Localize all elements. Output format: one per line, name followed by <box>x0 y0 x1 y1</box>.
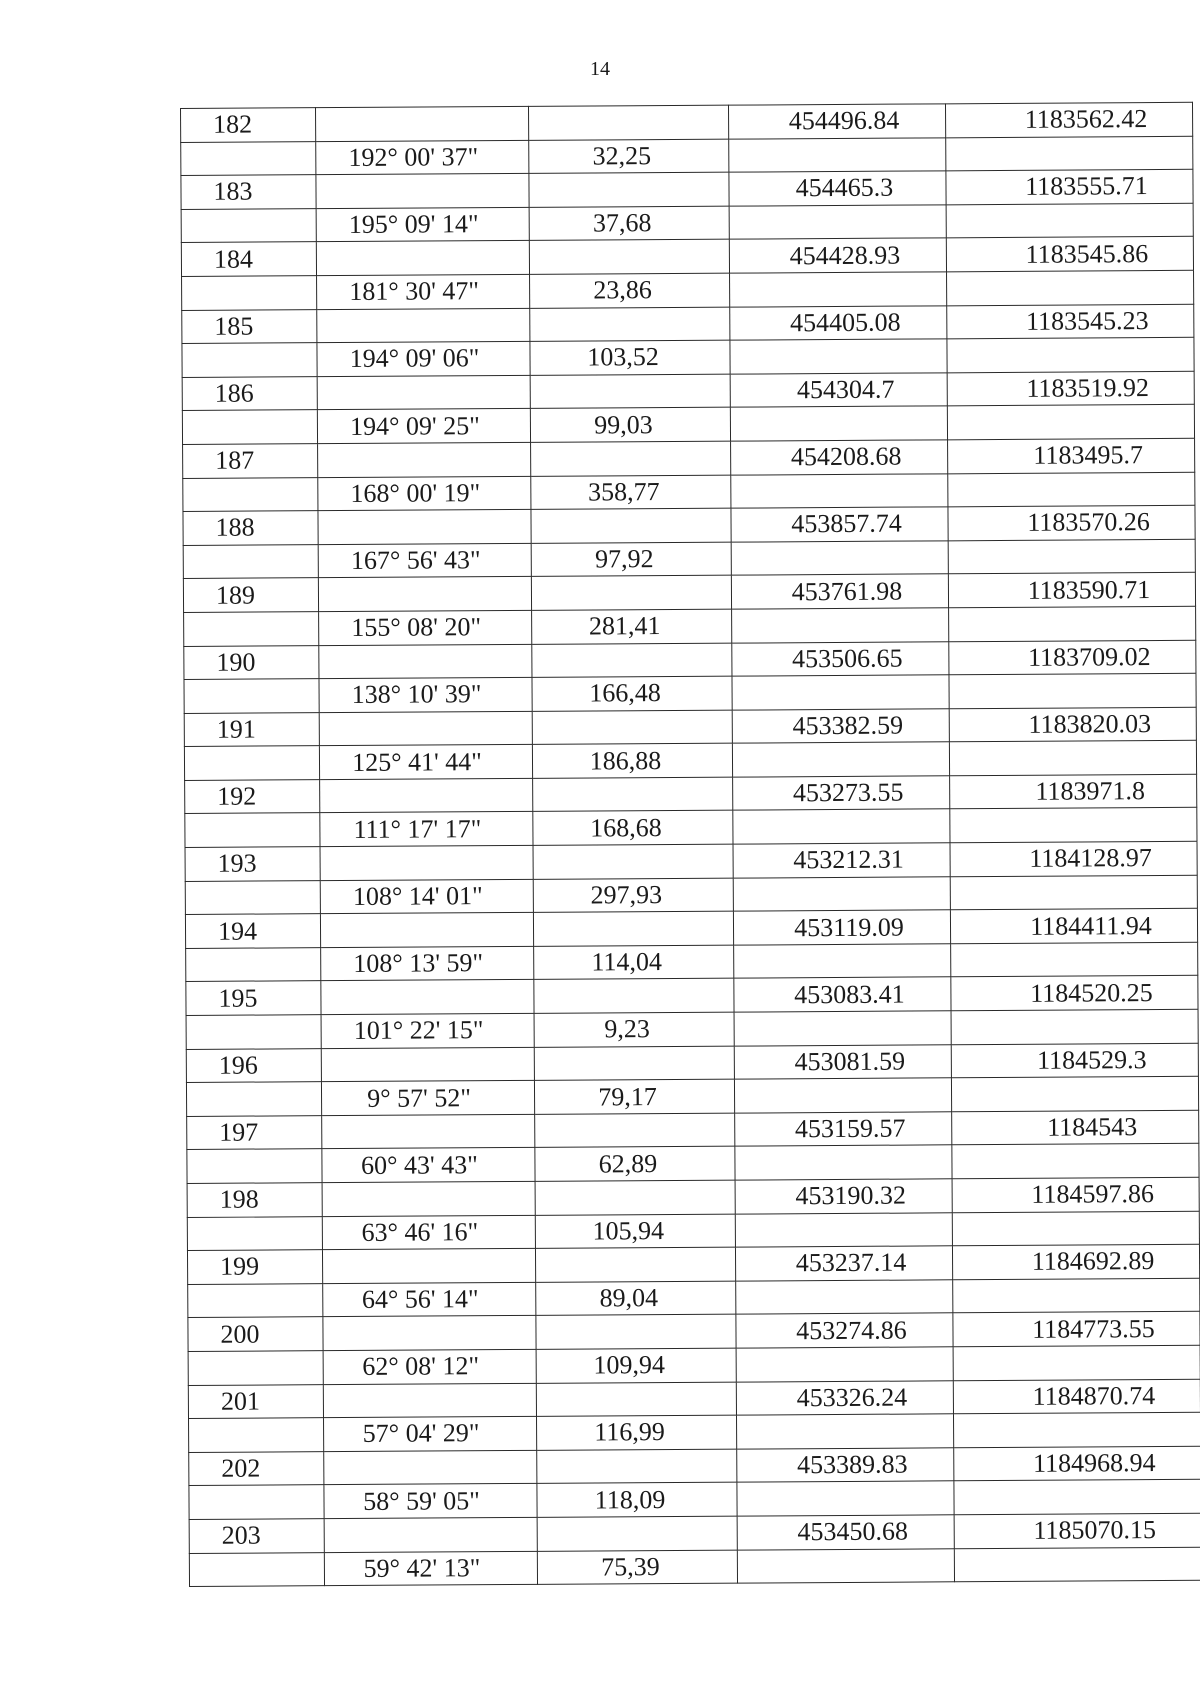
empty-cell <box>187 1216 322 1250</box>
empty-cell <box>324 1450 537 1485</box>
empty-cell <box>531 575 731 610</box>
empty-cell <box>184 746 319 780</box>
distance-cell: 118,09 <box>537 1482 737 1517</box>
point-number-cell: 203 <box>189 1519 324 1553</box>
y-coordinate-cell: 1185070.15 <box>954 1513 1200 1548</box>
y-coordinate-cell: 1183545.23 <box>947 304 1194 339</box>
y-coordinate-cell: 1184543 <box>952 1110 1199 1145</box>
bearing-angle-cell: 58° 59' 05" <box>324 1484 537 1519</box>
empty-cell <box>316 174 529 209</box>
y-coordinate-cell: 1183570.26 <box>948 505 1195 540</box>
empty-cell <box>535 1180 735 1215</box>
bearing-angle-cell: 168° 00' 19" <box>318 476 531 511</box>
bearing-angle-cell: 194° 09' 06" <box>317 342 530 377</box>
empty-cell <box>532 643 732 678</box>
empty-cell <box>947 270 1194 305</box>
empty-cell <box>536 1382 736 1417</box>
bearing-angle-cell: 62° 08' 12" <box>323 1349 536 1384</box>
empty-cell <box>536 1315 736 1350</box>
distance-cell: 97,92 <box>531 542 731 577</box>
point-number-cell: 192 <box>185 780 320 814</box>
coordinates-table-body <box>181 102 1200 1586</box>
distance-cell: 99,03 <box>530 407 730 442</box>
point-number-cell: 193 <box>185 847 320 881</box>
empty-cell <box>322 1114 535 1149</box>
y-coordinate-cell: 1183590.71 <box>948 573 1195 608</box>
empty-cell <box>529 172 729 207</box>
y-coordinate-cell: 1183545.86 <box>946 237 1193 272</box>
bearing-angle-cell: 125° 41' 44" <box>319 745 532 780</box>
empty-cell <box>324 1517 537 1552</box>
bearing-angle-cell: 108° 13' 59" <box>321 946 534 981</box>
empty-cell <box>734 944 951 979</box>
bearing-angle-cell: 192° 00' 37" <box>316 140 529 175</box>
empty-cell <box>537 1516 737 1551</box>
empty-cell <box>951 1077 1198 1112</box>
bearing-angle-cell: 167° 56' 43" <box>318 543 531 578</box>
empty-cell <box>946 203 1193 238</box>
coordinates-table <box>180 102 1200 1587</box>
point-number-cell: 197 <box>187 1115 322 1149</box>
distance-cell: 79,17 <box>534 1079 734 1114</box>
empty-cell <box>186 1015 321 1049</box>
empty-cell <box>183 544 318 578</box>
distance-cell: 75,39 <box>537 1550 737 1585</box>
page-number: 14 <box>590 58 610 80</box>
empty-cell <box>950 808 1197 843</box>
empty-cell <box>320 845 533 880</box>
x-coordinate-cell: 454304.7 <box>730 373 947 408</box>
empty-cell <box>734 1078 951 1113</box>
y-coordinate-cell: 1184692.89 <box>952 1244 1199 1279</box>
empty-cell <box>535 1113 735 1148</box>
empty-cell <box>947 337 1194 372</box>
empty-cell <box>953 1345 1200 1380</box>
empty-cell <box>732 675 949 710</box>
y-coordinate-cell: 1183709.02 <box>949 640 1196 675</box>
point-number-cell: 188 <box>183 511 318 545</box>
empty-cell <box>947 405 1194 440</box>
empty-cell <box>184 679 319 713</box>
distance-cell: 32,25 <box>529 139 729 174</box>
distance-cell: 105,94 <box>535 1214 735 1249</box>
y-coordinate-cell: 1184773.55 <box>953 1312 1200 1347</box>
y-coordinate-cell: 1184529.3 <box>951 1043 1198 1078</box>
x-coordinate-cell: 453450.68 <box>737 1515 954 1550</box>
empty-cell <box>732 608 949 643</box>
x-coordinate-cell: 453857.74 <box>731 507 948 542</box>
bearing-angle-cell: 63° 46' 16" <box>322 1215 535 1250</box>
y-coordinate-cell: 1184870.74 <box>953 1379 1200 1414</box>
bearing-angle-cell: 155° 08' 20" <box>319 610 532 645</box>
distance-cell: 114,04 <box>534 945 734 980</box>
empty-cell <box>319 644 532 679</box>
empty-cell <box>734 1011 951 1046</box>
empty-cell <box>533 844 733 879</box>
distance-cell: 358,77 <box>531 475 731 510</box>
empty-cell <box>318 577 531 612</box>
empty-cell <box>323 1383 536 1418</box>
x-coordinate-cell: 453083.41 <box>734 977 951 1012</box>
bearing-angle-cell: 111° 17' 17" <box>320 812 533 847</box>
empty-cell <box>532 710 732 745</box>
empty-cell <box>189 1552 324 1586</box>
empty-cell <box>322 1249 535 1284</box>
empty-cell <box>181 208 316 242</box>
point-number-cell: 194 <box>185 914 320 948</box>
empty-cell <box>184 612 319 646</box>
empty-cell <box>951 1009 1198 1044</box>
y-coordinate-cell: 1183971.8 <box>950 774 1197 809</box>
empty-cell <box>320 778 533 813</box>
empty-cell <box>528 105 728 140</box>
distance-cell: 297,93 <box>533 878 733 913</box>
x-coordinate-cell: 453761.98 <box>731 574 948 609</box>
empty-cell <box>952 1211 1199 1246</box>
point-number-cell: 195 <box>186 981 321 1015</box>
empty-cell <box>954 1480 1200 1515</box>
y-coordinate-cell: 1184597.86 <box>952 1177 1199 1212</box>
point-number-cell: 186 <box>182 376 317 410</box>
bearing-angle-cell: 138° 10' 39" <box>319 677 532 712</box>
empty-cell <box>949 673 1196 708</box>
empty-cell <box>183 477 318 511</box>
y-coordinate-cell: 1183555.71 <box>946 170 1193 205</box>
empty-cell <box>952 1144 1199 1179</box>
empty-cell <box>733 809 950 844</box>
bearing-angle-cell: 9° 57' 52" <box>321 1081 534 1116</box>
bearing-angle-cell: 64° 56' 14" <box>323 1282 536 1317</box>
empty-cell <box>729 205 946 240</box>
point-number-cell: 198 <box>187 1183 322 1217</box>
empty-cell <box>533 911 733 946</box>
empty-cell <box>185 880 320 914</box>
empty-cell <box>537 1449 737 1484</box>
distance-cell: 89,04 <box>536 1281 736 1316</box>
empty-cell <box>317 308 530 343</box>
empty-cell <box>953 1278 1200 1313</box>
empty-cell <box>189 1485 324 1519</box>
y-coordinate-cell: 1183562.42 <box>945 102 1192 137</box>
distance-cell: 281,41 <box>532 609 732 644</box>
distance-cell: 186,88 <box>532 743 732 778</box>
bearing-angle-cell: 60° 43' 43" <box>322 1148 535 1183</box>
distance-cell: 116,99 <box>536 1415 736 1450</box>
empty-cell <box>733 876 950 911</box>
empty-cell <box>181 141 316 175</box>
y-coordinate-cell: 1183820.03 <box>949 707 1196 742</box>
empty-cell <box>736 1347 953 1382</box>
point-number-cell: 191 <box>184 712 319 746</box>
x-coordinate-cell: 454405.08 <box>730 305 947 340</box>
x-coordinate-cell: 454465.3 <box>729 171 946 206</box>
point-number-cell: 202 <box>189 1451 324 1485</box>
x-coordinate-cell: 453326.24 <box>736 1380 953 1415</box>
empty-cell <box>321 980 534 1015</box>
empty-cell <box>530 307 730 342</box>
point-number-cell: 201 <box>188 1384 323 1418</box>
empty-cell <box>731 473 948 508</box>
distance-cell: 109,94 <box>536 1348 736 1383</box>
distance-cell: 166,48 <box>532 676 732 711</box>
point-number-cell: 184 <box>181 242 316 276</box>
point-number-cell: 196 <box>186 1048 321 1082</box>
point-number-cell: 185 <box>182 309 317 343</box>
point-number-cell: 183 <box>181 175 316 209</box>
empty-cell <box>182 343 317 377</box>
x-coordinate-cell: 453212.31 <box>733 843 950 878</box>
coordinates-table-wrapper <box>180 102 1200 1587</box>
empty-cell <box>736 1280 953 1315</box>
y-coordinate-cell: 1184968.94 <box>954 1446 1200 1481</box>
empty-cell <box>320 913 533 948</box>
empty-cell <box>949 741 1196 776</box>
empty-cell <box>534 979 734 1014</box>
empty-cell <box>186 1082 321 1116</box>
bearing-angle-cell: 108° 14' 01" <box>320 879 533 914</box>
x-coordinate-cell: 453159.57 <box>735 1112 952 1147</box>
empty-cell <box>188 1283 323 1317</box>
empty-cell <box>949 606 1196 641</box>
x-coordinate-cell: 453237.14 <box>735 1246 952 1281</box>
empty-cell <box>316 241 529 276</box>
x-coordinate-cell: 453273.55 <box>733 776 950 811</box>
x-coordinate-cell: 453506.65 <box>732 641 949 676</box>
x-coordinate-cell: 453382.59 <box>732 709 949 744</box>
x-coordinate-cell: 454428.93 <box>729 238 946 273</box>
distance-cell: 103,52 <box>530 340 730 375</box>
empty-cell <box>318 442 531 477</box>
empty-cell <box>187 1149 322 1183</box>
empty-cell <box>188 1351 323 1385</box>
bearing-angle-cell: 57° 04' 29" <box>324 1417 537 1452</box>
y-coordinate-cell: 1183495.7 <box>948 438 1195 473</box>
empty-cell <box>182 410 317 444</box>
empty-cell <box>735 1212 952 1247</box>
y-coordinate-cell: 1184128.97 <box>950 841 1197 876</box>
empty-cell <box>185 813 320 847</box>
empty-cell <box>321 1047 534 1082</box>
bearing-angle-cell: 181° 30' 47" <box>317 274 530 309</box>
empty-cell <box>737 1548 954 1583</box>
empty-cell <box>533 777 733 812</box>
empty-cell <box>730 406 947 441</box>
point-number-cell: 199 <box>187 1250 322 1284</box>
point-number-cell: 189 <box>183 578 318 612</box>
empty-cell <box>182 276 317 310</box>
empty-cell <box>535 1247 735 1282</box>
x-coordinate-cell: 453119.09 <box>733 910 950 945</box>
empty-cell <box>731 541 948 576</box>
empty-cell <box>317 375 530 410</box>
empty-cell <box>736 1414 953 1449</box>
empty-cell <box>531 441 731 476</box>
empty-cell <box>322 1181 535 1216</box>
segment-row <box>189 1547 1200 1587</box>
empty-cell <box>946 136 1193 171</box>
empty-cell <box>954 1547 1200 1582</box>
y-coordinate-cell: 1183519.92 <box>947 371 1194 406</box>
distance-cell: 23,86 <box>530 273 730 308</box>
bearing-angle-cell: 59° 42' 13" <box>324 1551 537 1586</box>
empty-cell <box>531 508 731 543</box>
empty-cell <box>948 472 1195 507</box>
empty-cell <box>318 509 531 544</box>
point-number-cell: 187 <box>183 444 318 478</box>
empty-cell <box>948 539 1195 574</box>
empty-cell <box>951 942 1198 977</box>
bearing-angle-cell: 194° 09' 25" <box>317 409 530 444</box>
x-coordinate-cell: 454496.84 <box>728 104 945 139</box>
empty-cell <box>186 948 321 982</box>
empty-cell <box>529 240 729 275</box>
empty-cell <box>737 1481 954 1516</box>
point-number-cell: 182 <box>181 108 316 142</box>
y-coordinate-cell: 1184520.25 <box>951 976 1198 1011</box>
distance-cell: 62,89 <box>535 1147 735 1182</box>
empty-cell <box>323 1316 536 1351</box>
x-coordinate-cell: 453081.59 <box>734 1044 951 1079</box>
bearing-angle-cell: 101° 22' 15" <box>321 1013 534 1048</box>
empty-cell <box>189 1418 324 1452</box>
empty-cell <box>316 106 529 141</box>
x-coordinate-cell: 454208.68 <box>731 440 948 475</box>
distance-cell: 37,68 <box>529 206 729 241</box>
point-number-cell: 190 <box>184 645 319 679</box>
x-coordinate-cell: 453274.86 <box>736 1313 953 1348</box>
empty-cell <box>534 1046 734 1081</box>
bearing-angle-cell: 195° 09' 14" <box>316 207 529 242</box>
empty-cell <box>729 137 946 172</box>
empty-cell <box>950 875 1197 910</box>
empty-cell <box>530 374 730 409</box>
x-coordinate-cell: 453389.83 <box>737 1448 954 1483</box>
empty-cell <box>730 272 947 307</box>
distance-cell: 9,23 <box>534 1012 734 1047</box>
empty-cell <box>319 711 532 746</box>
empty-cell <box>730 339 947 374</box>
y-coordinate-cell: 1184411.94 <box>950 909 1197 944</box>
empty-cell <box>732 742 949 777</box>
empty-cell <box>735 1145 952 1180</box>
distance-cell: 168,68 <box>533 811 733 846</box>
point-number-cell: 200 <box>188 1317 323 1351</box>
empty-cell <box>953 1412 1200 1447</box>
x-coordinate-cell: 453190.32 <box>735 1179 952 1214</box>
